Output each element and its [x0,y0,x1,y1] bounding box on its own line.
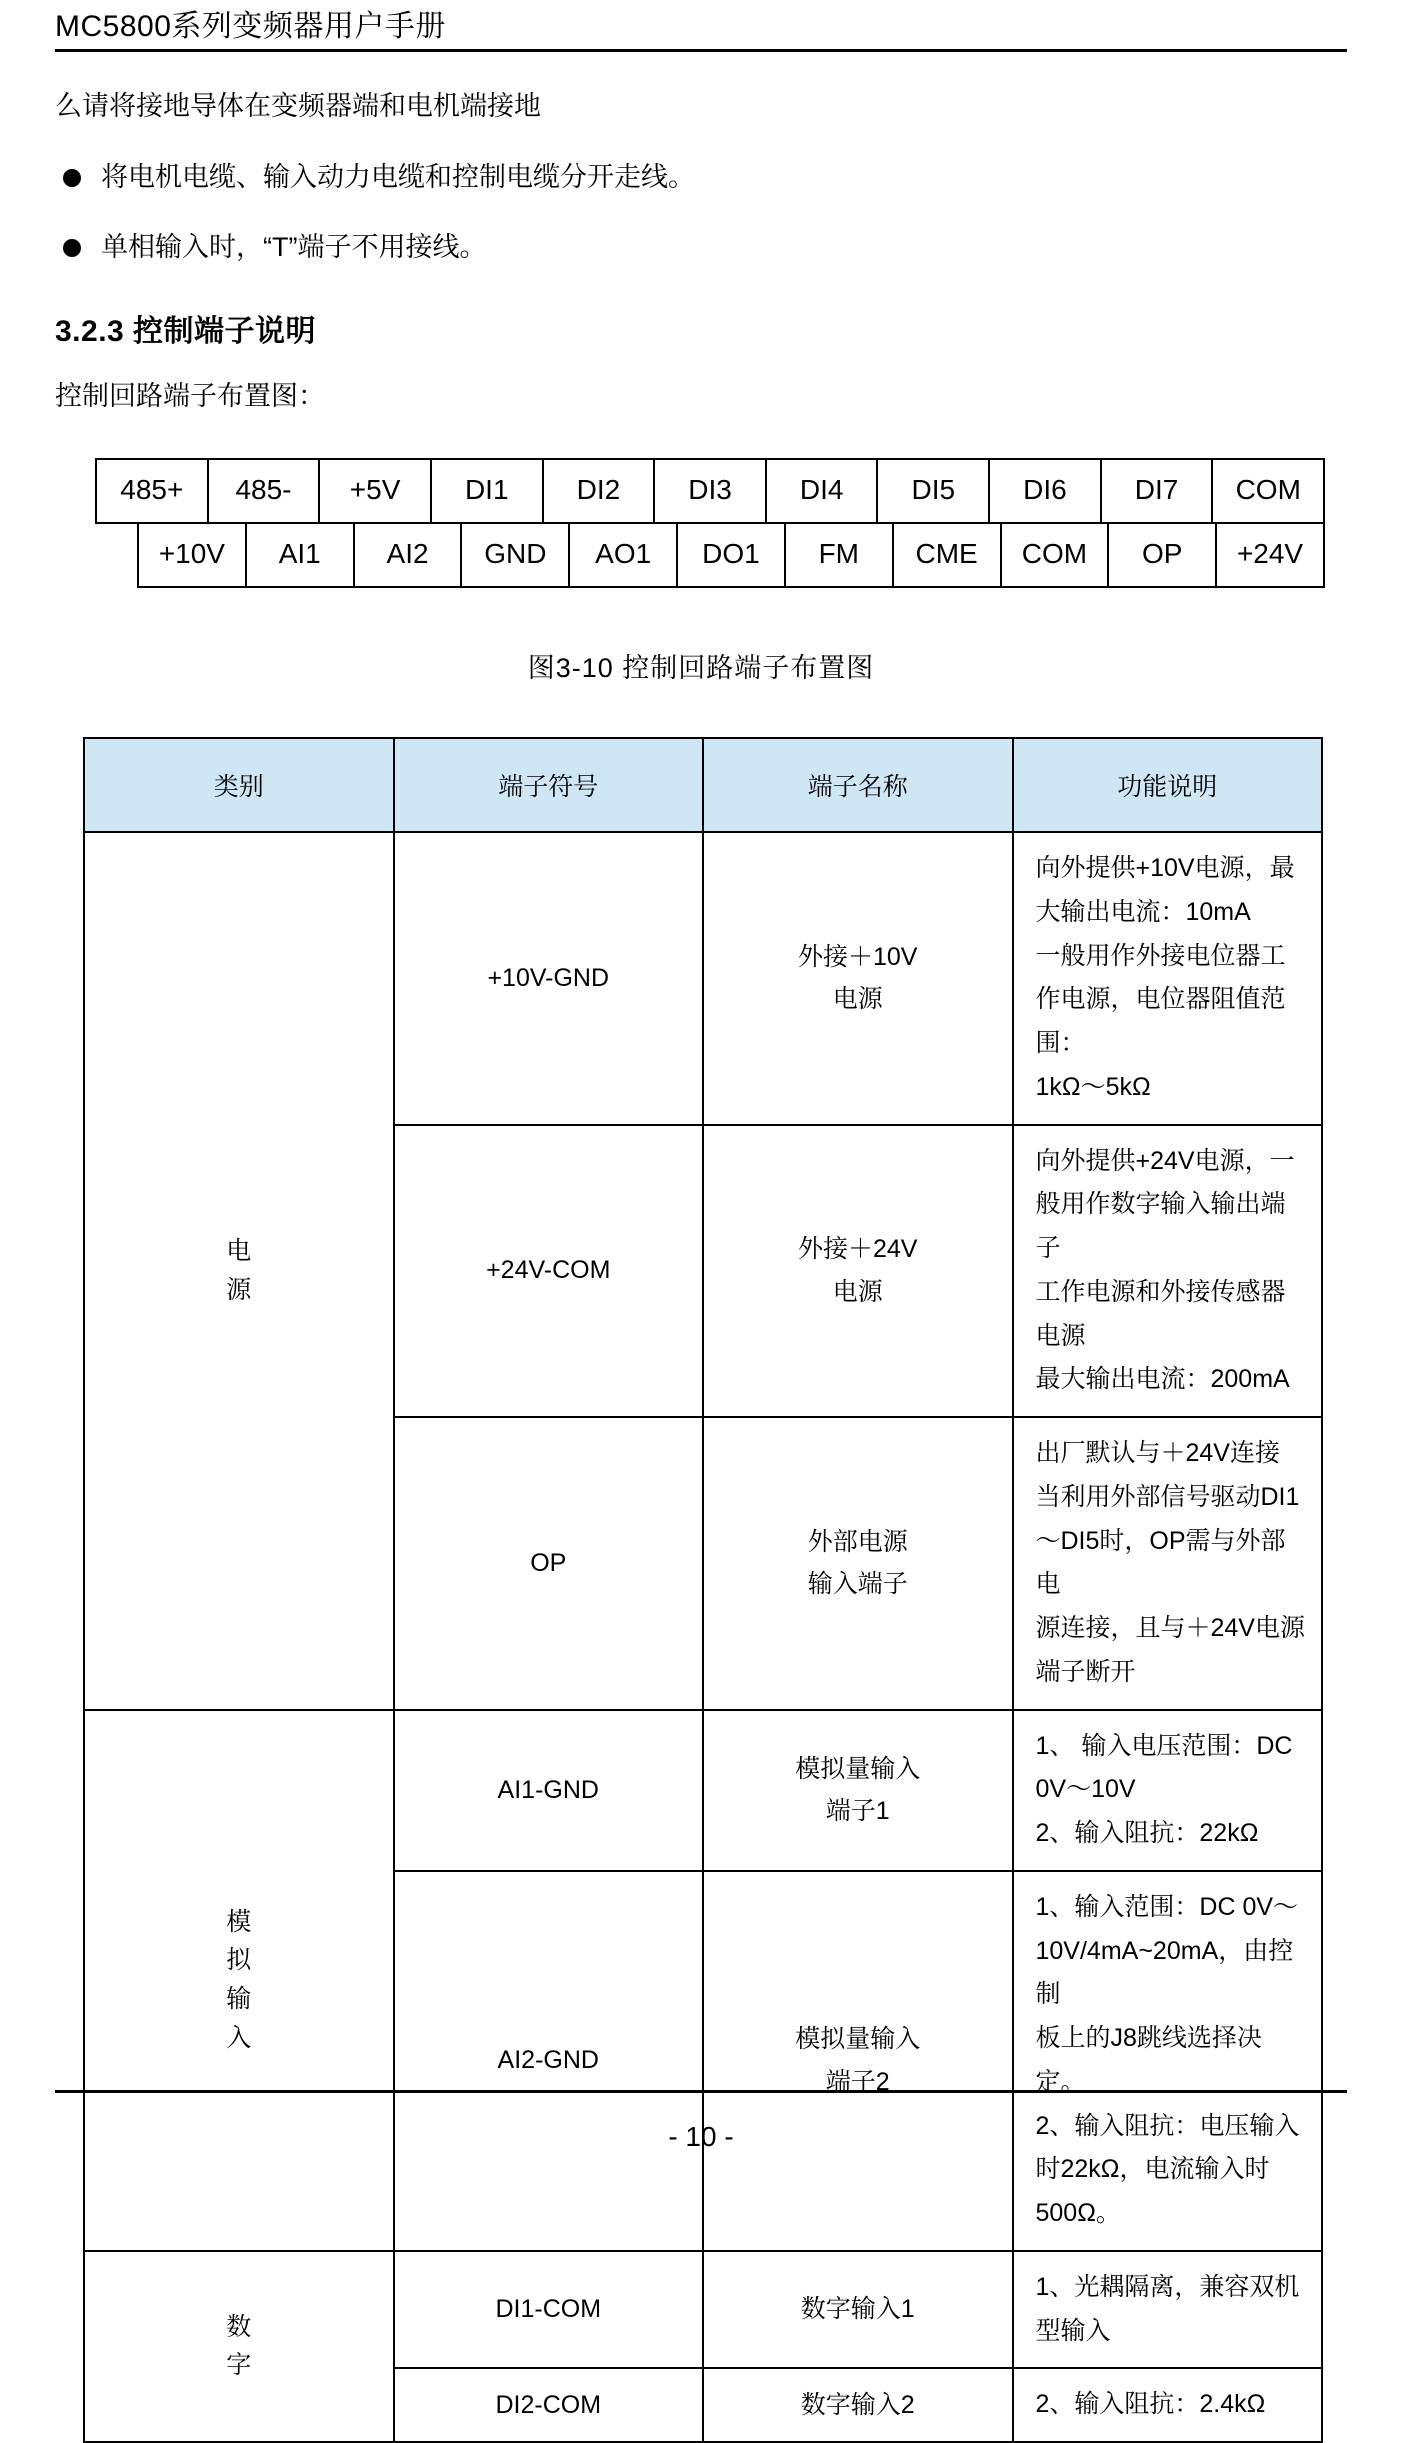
footer-divider [55,2090,1347,2093]
name-line: 外接＋10V [798,942,918,971]
terminal-cell: AI1 [247,524,355,586]
description-line: 工作电源和外接传感器电源 [1035,1277,1286,1350]
category-char: 源 [226,1275,252,1304]
name-cell [703,2251,1013,2369]
description-line: 源连接，且与＋24V电源端子断开 [1035,1614,1305,1686]
bullet-item-1 [55,157,1347,198]
terminal-spec-table [83,737,1323,2443]
name-line: 数字输入2 [800,2390,915,2419]
name-cell [703,1710,1013,1871]
terminal-cell: DI2 [544,460,656,522]
page-header [55,0,1347,52]
name-cell [703,1417,1013,1710]
description-line: 2、输入阻抗：2.4kΩ [1035,2390,1266,2419]
table-row [84,1710,1322,1871]
name-line: 外接＋24V [798,1235,918,1264]
terminal-cell: FM [786,524,894,586]
name-line: 外部电源 [807,1527,908,1556]
terminal-row-upper [95,458,1325,524]
name-cell [703,1125,1013,1418]
bullet-dot-icon [63,239,81,257]
category-char: 输 [226,1985,252,2014]
description-cell [1013,1871,1323,2251]
terminal-cell: COM [1002,524,1110,586]
bullet-item-2 [55,227,1347,268]
description-cell [1013,2368,1323,2442]
name-line: 输入端子 [807,1570,908,1599]
name-line: 端子1 [825,1797,890,1826]
description-line: 出厂默认与＋24V连接 [1035,1439,1280,1467]
description-line: 500Ω。 [1035,2199,1121,2227]
terminal-cell: AO1 [570,524,678,586]
description-line: 1、 输入电压范围：DC 0V～10V [1035,1731,1293,1804]
description-cell [1013,1417,1323,1710]
description-line: 板上的J8跳线选择决定。 [1035,2024,1262,2096]
description-line: 当利用外部信号驱动DI1～DI5时，OP需与外部电 [1035,1482,1300,1599]
name-cell [703,1871,1013,2251]
page-number: - 10 - [668,2121,734,2152]
column-header-function: 功能说明 [1013,738,1323,832]
name-line: 端子2 [825,2067,890,2096]
bullet-item-1-text: 将电机电缆、输入动力电缆和控制电缆分开走线。 [101,161,695,192]
symbol-cell: AI1-GND [394,1710,704,1871]
symbol-cell: AI2-GND [394,1871,704,2251]
table-header-row [84,738,1322,832]
terminal-cell: DI7 [1102,460,1214,522]
terminal-row-lower [137,524,1325,588]
category-char: 电 [226,1237,252,1265]
terminal-cell: +10V [139,524,247,586]
terminal-cell: 485+ [97,460,209,522]
category-cell-analog-input [84,1710,394,2251]
terminal-cell: DO1 [678,524,786,586]
category-char: 模 [226,1907,252,1936]
column-header-category: 类别 [84,738,394,832]
terminal-cell: DI6 [990,460,1102,522]
description-cell [1013,2251,1323,2369]
terminal-layout-diagram [95,458,1325,588]
symbol-cell: DI1-COM [394,2251,704,2369]
category-char: 拟 [226,1946,252,1975]
symbol-cell: OP [394,1417,704,1710]
terminal-cell: +5V [320,460,432,522]
category-char: 数 [226,2312,252,2341]
figure-caption: 图3-10 控制回路端子布置图 [527,653,875,683]
column-header-name: 端子名称 [703,738,1013,832]
description-line: 向外提供+10V电源，最大输出电流：10mA [1035,854,1295,926]
symbol-cell: +10V-GND [394,832,704,1125]
name-line: 模拟量输入 [795,1754,921,1783]
terminal-cell: DI5 [878,460,990,522]
category-char: 字 [226,2351,252,2380]
description-line: 1kΩ～5kΩ [1035,1072,1151,1101]
description-line: 2、输入阻抗：22kΩ [1035,1819,1259,1847]
symbol-cell: +24V-COM [394,1125,704,1418]
header-divider [55,49,1347,52]
terminal-cell: CME [894,524,1002,586]
description-line: 向外提供+24V电源，一般用作数字输入输出端子 [1035,1146,1295,1262]
terminal-cell: DI1 [432,460,544,522]
terminal-cell: AI2 [355,524,463,586]
header-title: MC5800系列变频器用户手册 [55,10,446,43]
terminal-cell: 485- [209,460,321,522]
symbol-cell: DI2-COM [394,2368,704,2442]
description-line: 最大输出电流：200mA [1035,1365,1290,1394]
terminal-cell: DI3 [655,460,767,522]
column-header-symbol: 端子符号 [394,738,704,832]
category-cell-digital [84,2251,394,2442]
bullet-item-2-text: 单相输入时，“T”端子不用接线。 [101,232,487,262]
name-line: 电源 [832,985,883,1014]
description-cell [1013,832,1323,1125]
name-cell [703,2368,1013,2442]
bullet-dot-icon [63,169,81,187]
description-line: 1、光耦隔离，兼容双机型输入 [1035,2272,1300,2345]
name-line: 电源 [832,1277,883,1306]
description-line: 1、输入范围：DC 0V～10V/4mA~20mA，由控制 [1035,1892,1299,2009]
name-line: 数字输入1 [800,2295,915,2324]
name-line: 模拟量输入 [795,2025,921,2054]
paragraph-diagram-intro: 控制回路端子布置图： [55,380,325,411]
description-line: 2、输入阻抗：电压输入时22kΩ，电流输入时 [1035,2111,1300,2184]
category-char: 入 [226,2023,252,2052]
paragraph-continuation: 么请将接地导体在变频器端和电机端接地 [55,91,541,121]
terminal-cell: +24V [1236,538,1304,569]
table-row [84,832,1322,1125]
terminal-cell: OP [1109,524,1217,586]
terminal-cell: DI4 [767,460,879,522]
category-cell-power [84,832,394,1710]
name-cell [703,832,1013,1125]
description-line: 一般用作外接电位器工作电源，电位器阻值范围： [1035,941,1286,1057]
description-cell [1013,1710,1323,1871]
section-heading: 3.2.3 控制端子说明 [55,314,317,348]
terminal-cell: GND [462,524,570,586]
description-cell [1013,1125,1323,1418]
terminal-cell: COM [1235,474,1301,505]
table-row [84,2251,1322,2369]
